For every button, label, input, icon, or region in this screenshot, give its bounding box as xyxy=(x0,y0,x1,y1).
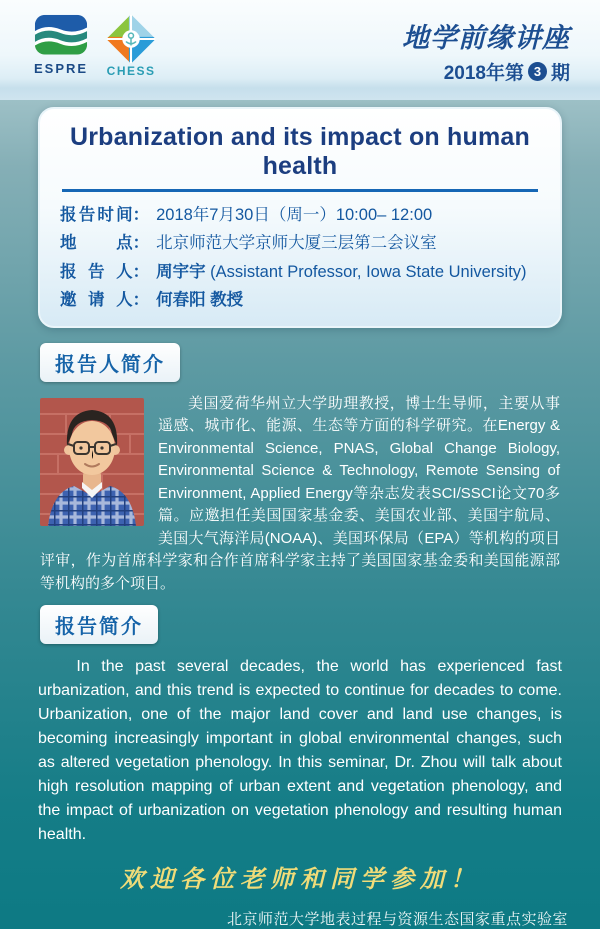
info-value-strong: 何春阳 教授 xyxy=(156,291,244,310)
info-colon: ： xyxy=(132,291,150,310)
issue-prefix: 2018年第 xyxy=(443,63,524,84)
welcome-line: 欢迎各位老师和同学参加！ xyxy=(120,864,480,893)
info-colon: ： xyxy=(132,262,150,281)
espre-logo-icon xyxy=(34,14,88,59)
info-row-time xyxy=(60,201,540,229)
info-colon: ： xyxy=(132,234,150,253)
issue-line xyxy=(402,58,570,85)
logo-group xyxy=(34,14,156,78)
info-value: (Assistant Professor, Iowa State University) xyxy=(205,262,527,281)
header xyxy=(0,0,600,100)
issue-number-badge: 3 xyxy=(528,62,547,81)
espre-logo xyxy=(34,14,88,78)
series-block xyxy=(402,16,570,85)
info-value: 北京师范大学京师大厦三层第二会议室 xyxy=(156,234,437,253)
info-label: 地点 xyxy=(60,234,133,253)
abstract-section-heading: 报告简介 xyxy=(40,605,158,644)
info-row-location xyxy=(60,229,540,257)
speaker-bio-text: 美国爱荷华州立大学助理教授，博士生导师，主要从事遥感、城市化、能源、生态等方面的科学研究。在Energy & Environmental Science, PNAS, Global Change Biology, Environmental Science & Technology, Remote Sensing of Environment, Applied Energy等杂志发表SCI/SSCI论文70多篇。应邀担任美国国家基金委、美国农业部、美国宇航局、美国大气海洋局(NOAA)、美国环保局（EPA）等机构的项目评审，作为首席科学家和合作首席科学家主持了美国国家基金委和美国能源部等机构的多个项目。 xyxy=(40,394,560,592)
poster-body xyxy=(0,100,600,929)
info-value-strong: 周宇宇 xyxy=(156,262,206,281)
info-label: 报告人 xyxy=(60,262,133,281)
chess-logo-label: CHESS xyxy=(106,64,156,78)
info-colon: ： xyxy=(132,206,150,224)
espre-logo-label: ESPRE xyxy=(34,61,89,76)
info-label: 邀请人 xyxy=(60,291,133,310)
organizer-line: 北京师范大学地表过程与资源生态国家重点实验室 xyxy=(226,911,568,928)
info-card xyxy=(38,107,562,328)
series-title: 地学前缘讲座 xyxy=(402,23,570,53)
info-row-host xyxy=(60,286,540,314)
issue-suffix: 期 xyxy=(550,63,570,84)
speaker-section-heading: 报告人简介 xyxy=(40,343,180,382)
chess-logo-icon xyxy=(106,14,156,64)
talk-title: Urbanization and its impact on human health xyxy=(69,123,530,180)
speaker-bio-block xyxy=(40,393,560,596)
info-value: 2018年7月30日（周一）10:00– 12:00 xyxy=(156,206,433,224)
abstract-text: In the past several decades, the world has experienced fast urbanization, and this trend is expected to continue for decades to come. Urbanization, one of the major land cover and land use changes, is becoming increasingly important in global environmental changes, such as altered vegetation phenology. In this seminar, Dr. Zhou will talk about high resolution mapping of urban extent and vegetation phenology, and the impact of urbanization on vegetation phenology and resulting human health. xyxy=(38,658,562,843)
speaker-photo xyxy=(40,398,144,526)
info-label: 报告时间 xyxy=(60,206,133,224)
speaker-portrait-icon xyxy=(40,398,144,526)
title-underline xyxy=(62,189,538,192)
chess-logo xyxy=(106,14,156,78)
info-row-speaker xyxy=(60,258,540,286)
